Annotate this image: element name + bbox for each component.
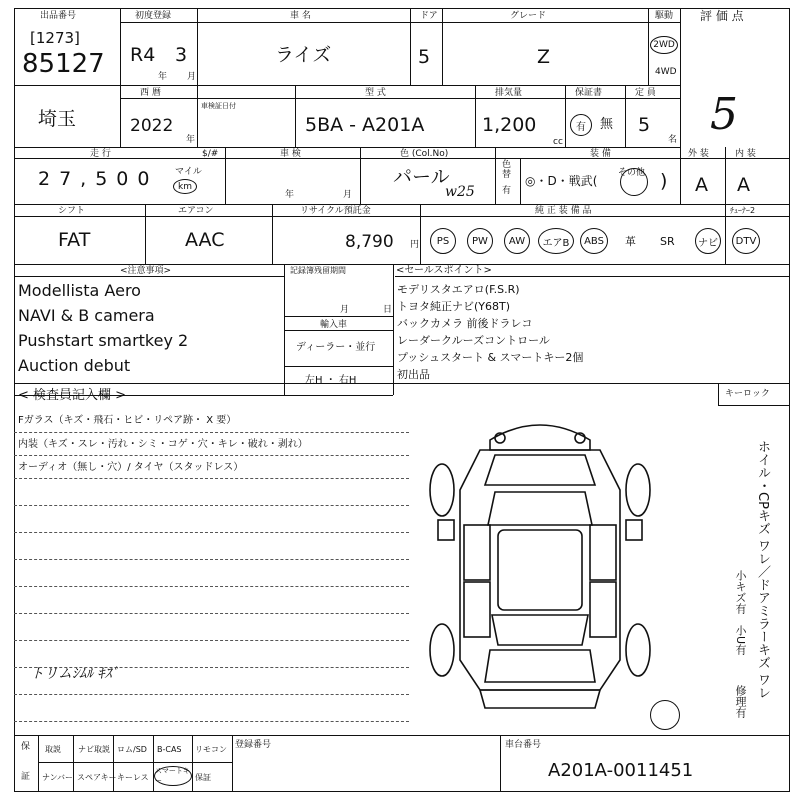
rule [225,147,226,204]
writing-line [14,532,409,533]
recycle-unit: 円 [410,240,420,250]
rule [14,383,790,384]
writing-line [14,721,409,722]
lot-bracket: [1273] [30,29,80,47]
inspector-handwritten: トリムｼﾑﾙ ｷｽﾞ [30,666,119,682]
notes-label: <注意事項> [120,266,172,276]
rule [120,98,680,99]
wheel-rr [626,624,650,676]
color-change-label: 色替 [502,160,512,180]
note-line-4: Auction debut [18,356,131,375]
cc-unit: cc [553,137,563,147]
navi-type-label: ﾁｭｰﾅｰ2 [730,206,756,215]
rule [360,147,361,204]
shift: FAT [58,229,91,251]
color-code: w25 [445,184,475,200]
footer-cell-4: B-CAS [157,745,182,754]
color: パール [393,166,450,188]
rule [395,276,790,277]
right-rear-door [590,582,616,637]
equip-airbag [538,228,574,254]
rule [680,8,681,204]
drive-label: 駆動 [655,11,674,21]
rule [393,264,394,395]
dealer-option: ディーラー・並行 [296,342,376,353]
equip-navi-label: ナビ [698,237,718,249]
grade-label: グレード [510,11,547,21]
equip-ps-label: PS [436,235,450,247]
ext-label: 外 装 [688,149,709,159]
warranty-label: 保証書 [575,88,603,98]
ext: A [695,174,708,196]
writing-line [14,455,409,456]
windshield [488,492,592,525]
option-circle [620,168,648,196]
doors: 5 [418,46,431,68]
footer-cell-2: ナビ取説 [78,745,110,754]
left-rear-door [464,582,490,637]
body-outline [460,450,620,690]
equip-aw-label: AW [508,235,526,247]
equip-airbag-label: エアB [542,237,570,249]
first-reg-label: 初度登録 [135,11,172,21]
seireki-label: 西 暦 [140,88,161,98]
rule [14,147,680,148]
note-line-2: NAVI & B camera [18,306,155,325]
drive-4wd: 4WD [655,67,677,77]
shift-label: シフト [58,206,86,216]
mileage-unit: km [178,181,192,192]
inspector-line-2: 内装（キズ・スレ・汚れ・シミ・コゲ・穴・キレ・破れ・剥れ） [18,439,308,450]
model-label: 型 式 [365,88,386,98]
inspector-label: < 検査員記入欄 > [18,388,127,403]
rule [648,8,649,85]
keylock-label: キーロック [725,389,770,399]
rule [153,735,154,792]
insp-year: 年 [285,190,295,200]
car-name-label: 車 名 [290,11,311,21]
car-name: ライズ [275,44,332,66]
wheel-fr [626,464,650,516]
footer-cell-3: ロム/SD [117,745,147,754]
equip-pw-label: PW [472,235,488,247]
spare-tire-circle [650,700,680,730]
vertical-sub-2: 小U有 [734,625,747,656]
grade: Z [537,46,551,68]
rule [14,204,790,205]
ac: AAC [185,229,225,251]
equip-navi [695,228,721,254]
vertical-sub-3: 修理有 [734,685,747,718]
sales-line-4: レーダークルーズコントロール [397,334,550,347]
vertical-sub-1: 小キズ有 [734,570,747,614]
first-reg-month: 3 [175,44,188,66]
rule [475,85,476,147]
equip-leather: 革 [625,235,636,248]
footer-cell-8: キーレス [117,773,149,782]
vertical-note: ホイル・CPキズ ワレ／ドアミラーキズ ワレ [755,440,770,700]
inspector-line-3: オーディオ（無し・穴）/ タイヤ（スタッドレス） [18,462,244,473]
chassis-number: A201A-0011451 [548,760,694,781]
rule [14,85,680,86]
model: 5BA - A201A [305,114,425,136]
other-label: その他 [618,168,646,178]
rule [113,735,114,792]
rule [14,216,790,217]
rear-bumper [480,690,600,708]
writing-line [14,586,409,587]
rule [284,330,393,331]
rule [120,85,121,147]
record-day: 日 [383,305,393,315]
footer-cell-5: リモコン [195,745,227,754]
region: 埼玉 [38,108,77,130]
int: A [737,174,750,196]
recycle-label: リサイクル預託金 [300,206,371,216]
option-close: ) [660,170,668,192]
rule [420,204,421,264]
mileage-label: 走 行 [90,149,111,159]
rule [14,276,284,277]
rule [410,8,411,85]
warranty-yes-circle [570,114,592,136]
rule [500,735,501,792]
warranty-no: 無 [600,117,614,132]
writing-line [14,694,409,695]
car-damage-diagram [420,410,660,720]
wheel-fl [430,464,454,516]
writing-line [14,505,409,506]
dollar-label: $/# [202,149,219,159]
writing-line [14,559,409,560]
sales-line-5: プッシュスタート & スマートキー2個 [397,351,584,364]
score-label: 評 価 点 [700,9,744,23]
rule [725,147,726,204]
wheel-rl [430,624,454,676]
footer-cell-9-circle [154,766,192,786]
record-label: 記録簿残留期間 [290,266,346,275]
rule [232,735,233,792]
reg-label: 登録番号 [235,740,272,750]
equip-sr: SR [660,235,675,248]
rule [145,204,146,264]
equip-aw [504,228,530,254]
rule [284,316,393,317]
handle-option: 左H ・ 右H [305,375,357,386]
warranty-yes: 有 [576,121,586,133]
writing-line [14,613,409,614]
color-label: 色 (Col.No) [400,149,449,159]
door-label: ドア [420,11,438,21]
mileage: 27,500 [38,168,159,190]
first-reg-year-unit: 年 [158,72,168,82]
import-label: 車検証日付 [201,102,236,110]
rule [718,405,790,406]
left-front-door [464,525,490,580]
cc: 1,200 [482,114,537,136]
first-reg-month-unit: 月 [187,72,197,82]
rule [565,85,566,147]
rule [192,735,193,792]
rule [442,8,443,85]
equip-dtv-label: DTV [735,235,757,247]
inspector-line-1: Fガラス（キズ・飛石・ヒビ・リペア跡・ X 要） [18,415,237,426]
capacity-unit: 名 [668,135,678,145]
sales-line-1: モデリスタエアロ(F.S.R) [397,283,520,296]
sales-line-3: バックカメラ 前後ドラレコ [397,317,533,330]
sales-line-2: トヨタ純正ナビ(Y68T) [397,300,511,313]
footer-cell-1: 取説 [45,745,61,754]
mirror-left [438,520,454,540]
option-items: ◎・D・戦武( [525,174,598,188]
sales-line-6: 初出品 [397,368,430,381]
rule [120,8,121,85]
import-car-label: 輸入車 [320,320,348,330]
footer-cell-6: ナンバー [42,773,74,782]
equip-dtv [732,228,760,254]
footer-warranty: 保証 [195,773,211,782]
color-change: 有 [502,186,512,196]
rule [38,735,39,792]
trunk [485,650,595,682]
writing-line [14,478,409,479]
chassis-label: 車台番号 [505,740,542,750]
score: 5 [710,89,738,140]
rule [73,735,74,792]
rule [295,85,296,147]
equip-label: 純 正 装 備 品 [535,206,592,216]
option-label: 装 備 [590,149,611,159]
rule [120,22,680,23]
capacity: 5 [638,114,651,136]
record-month: 月 [340,305,350,315]
rear-window [492,615,588,645]
mileage-alt: マイル [175,167,202,177]
equip-ps [430,228,456,254]
equip-pw [467,228,493,254]
equip-abs [580,228,608,254]
footer-cell-9: スマートキー [155,767,190,785]
mileage-unit-circle [173,179,197,194]
rule [520,158,521,204]
right-front-door [590,525,616,580]
note-line-3: Pushstart smartkey 2 [18,331,189,350]
footer-side-top: 保 [21,742,31,752]
rule [197,8,198,85]
rule [197,85,198,147]
rule [284,366,393,367]
footer-side-bot: 証 [21,772,31,782]
roof [498,530,582,610]
writing-line [14,640,409,641]
ac-label: エアコン [178,206,214,216]
drive-2wd-circle [650,36,678,54]
first-reg-era: R4 [130,44,156,66]
rule [495,147,496,204]
cc-label: 排気量 [495,88,523,98]
capacity-label: 定 員 [635,88,656,98]
lot-number: 85127 [22,49,105,79]
rule [38,762,232,763]
hood [485,455,595,485]
mirror-right [626,520,642,540]
year: 2022 [130,116,174,136]
lot-no-label: 出品番号 [40,11,77,21]
rule [625,85,626,147]
year-unit: 年 [186,135,196,145]
equip-abs-label: ABS [584,235,604,247]
recycle: 8,790 [345,232,394,252]
writing-line [14,432,409,433]
inspection-label: 車 検 [280,149,301,159]
rule [718,383,719,405]
note-line-1: Modellista Aero [18,281,141,300]
rule [272,204,273,264]
int-label: 内 装 [735,149,756,159]
rule [14,735,790,736]
drive-2wd: 2WD [653,40,675,50]
sales-label: <セールスポイント> [396,265,492,276]
rule [725,204,726,264]
insp-month: 月 [343,190,353,200]
footer-cell-7: スペアキー [77,773,117,782]
